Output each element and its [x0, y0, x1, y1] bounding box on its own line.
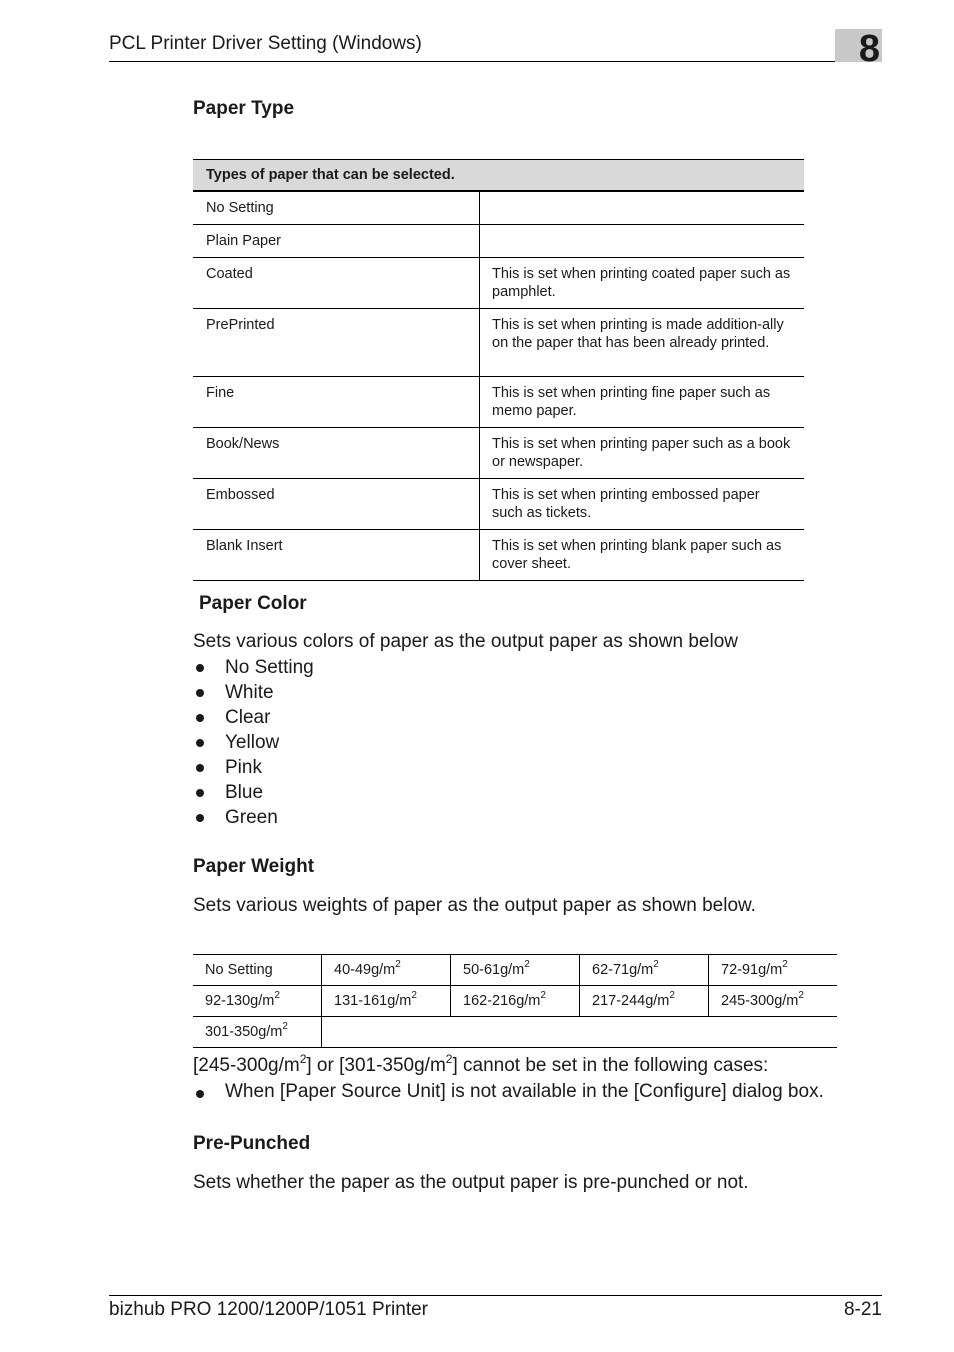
weight-cell: No Setting — [193, 955, 322, 986]
paper-type-heading: Paper Type — [193, 98, 295, 119]
running-header-title: PCL Printer Driver Setting (Windows) — [109, 33, 422, 54]
table-row — [193, 191, 804, 225]
paper-color-list — [193, 655, 314, 830]
table-row — [193, 309, 804, 377]
paper-type-desc: This is set when printing coated paper such as pamphlet. — [480, 258, 805, 309]
table-row — [193, 986, 837, 1017]
paper-type-desc: This is set when printing embossed paper such as tickets. — [480, 479, 805, 530]
list-item-label: Pink — [225, 757, 262, 778]
paper-type-desc: This is set when printing blank paper such as cover sheet. — [480, 530, 805, 581]
bullet-icon — [196, 739, 204, 747]
chapter-number-badge: 8 — [835, 29, 882, 62]
paper-weight-intro: Sets various weights of paper as the output paper as shown below. — [193, 895, 756, 916]
paper-type-name: Fine — [193, 377, 480, 428]
table-row — [193, 428, 804, 479]
table-row — [193, 479, 804, 530]
list-item — [193, 705, 314, 730]
table-row — [193, 377, 804, 428]
bullet-icon — [196, 1090, 204, 1098]
table-row — [193, 258, 804, 309]
table-row — [193, 225, 804, 258]
pre-punched-text: Sets whether the paper as the output paper is pre-punched or not. — [193, 1172, 749, 1193]
list-item — [193, 780, 314, 805]
list-item — [193, 755, 314, 780]
weight-cell: $62-71g/m^2$ — [580, 955, 709, 986]
table-row — [193, 530, 804, 581]
paper-type-desc: This is set when printing is made addition-ally on the paper that has been already printed. — [480, 309, 805, 377]
list-item — [193, 680, 314, 705]
weight-cell: $131-161g/m^2$ — [322, 986, 451, 1017]
bullet-icon — [196, 764, 204, 772]
list-item-label: When [Paper Source Unit] is not available in the [Configure] dialog box. — [225, 1081, 824, 1102]
table-row — [193, 1017, 837, 1048]
paper-type-name: Blank Insert — [193, 530, 480, 581]
list-item-label: Blue — [225, 782, 264, 803]
paper-type-desc — [480, 191, 805, 225]
weight-cell: $92-130g/m^2$ — [193, 986, 322, 1017]
table-row — [193, 955, 837, 986]
paper-type-name: Coated — [193, 258, 480, 309]
bullet-icon — [196, 789, 204, 797]
bullet-icon — [196, 689, 204, 697]
paper-type-table — [193, 159, 804, 581]
list-item-label: Yellow — [225, 732, 280, 753]
list-item — [193, 805, 314, 830]
weight-cell: $72-91g/m^2$ — [709, 955, 838, 986]
footer-rule — [109, 1295, 882, 1296]
paper-color-heading: Paper Color — [199, 593, 307, 614]
list-item — [193, 730, 314, 755]
paper-type-name: PrePrinted — [193, 309, 480, 377]
paper-type-desc — [480, 225, 805, 258]
paper-type-table-header: Types of paper that can be selected. — [193, 160, 804, 192]
pre-punched-heading: Pre-Punched — [193, 1133, 311, 1154]
page-number: 8-21 — [843, 1299, 882, 1320]
list-item — [193, 1081, 824, 1103]
paper-type-name: Embossed — [193, 479, 480, 530]
footer-product-name: bizhub PRO 1200/1200P/1051 Printer — [109, 1299, 428, 1320]
list-item-label: Clear — [225, 707, 271, 728]
paper-color-intro: Sets various colors of paper as the output paper as shown below — [193, 631, 738, 652]
weight-cell: $301-350g/m^2$ — [193, 1017, 322, 1048]
paper-weight-table — [193, 954, 837, 1048]
bullet-icon — [196, 714, 204, 722]
bullet-icon — [196, 664, 204, 672]
list-item-label: No Setting — [225, 657, 314, 678]
weight-cell: $50-61g/m^2$ — [451, 955, 580, 986]
paper-weight-heading: Paper Weight — [193, 856, 315, 877]
list-item-label: Green — [225, 807, 278, 828]
paper-type-name: No Setting — [193, 191, 480, 225]
paper-type-desc: This is set when printing paper such as a book or newspaper. — [480, 428, 805, 479]
paper-type-name: Plain Paper — [193, 225, 480, 258]
weight-cell: $245-300g/m^2$ — [709, 986, 838, 1017]
bullet-icon — [196, 814, 204, 822]
weight-cell: $162-216g/m^2$ — [451, 986, 580, 1017]
list-item — [193, 655, 314, 680]
paper-weight-note: $[245-300g/m^2]$ or $[301-350g/m^2]$ cannot be set in the following cases: — [193, 1052, 769, 1076]
paper-type-name: Book/News — [193, 428, 480, 479]
list-item-label: White — [225, 682, 274, 703]
paper-type-desc: This is set when printing fine paper such as memo paper. — [480, 377, 805, 428]
header-rule — [109, 61, 882, 62]
weight-cell: $40-49g/m^2$ — [322, 955, 451, 986]
weight-cell: $217-244g/m^2$ — [580, 986, 709, 1017]
weight-cell-empty — [322, 1017, 838, 1048]
